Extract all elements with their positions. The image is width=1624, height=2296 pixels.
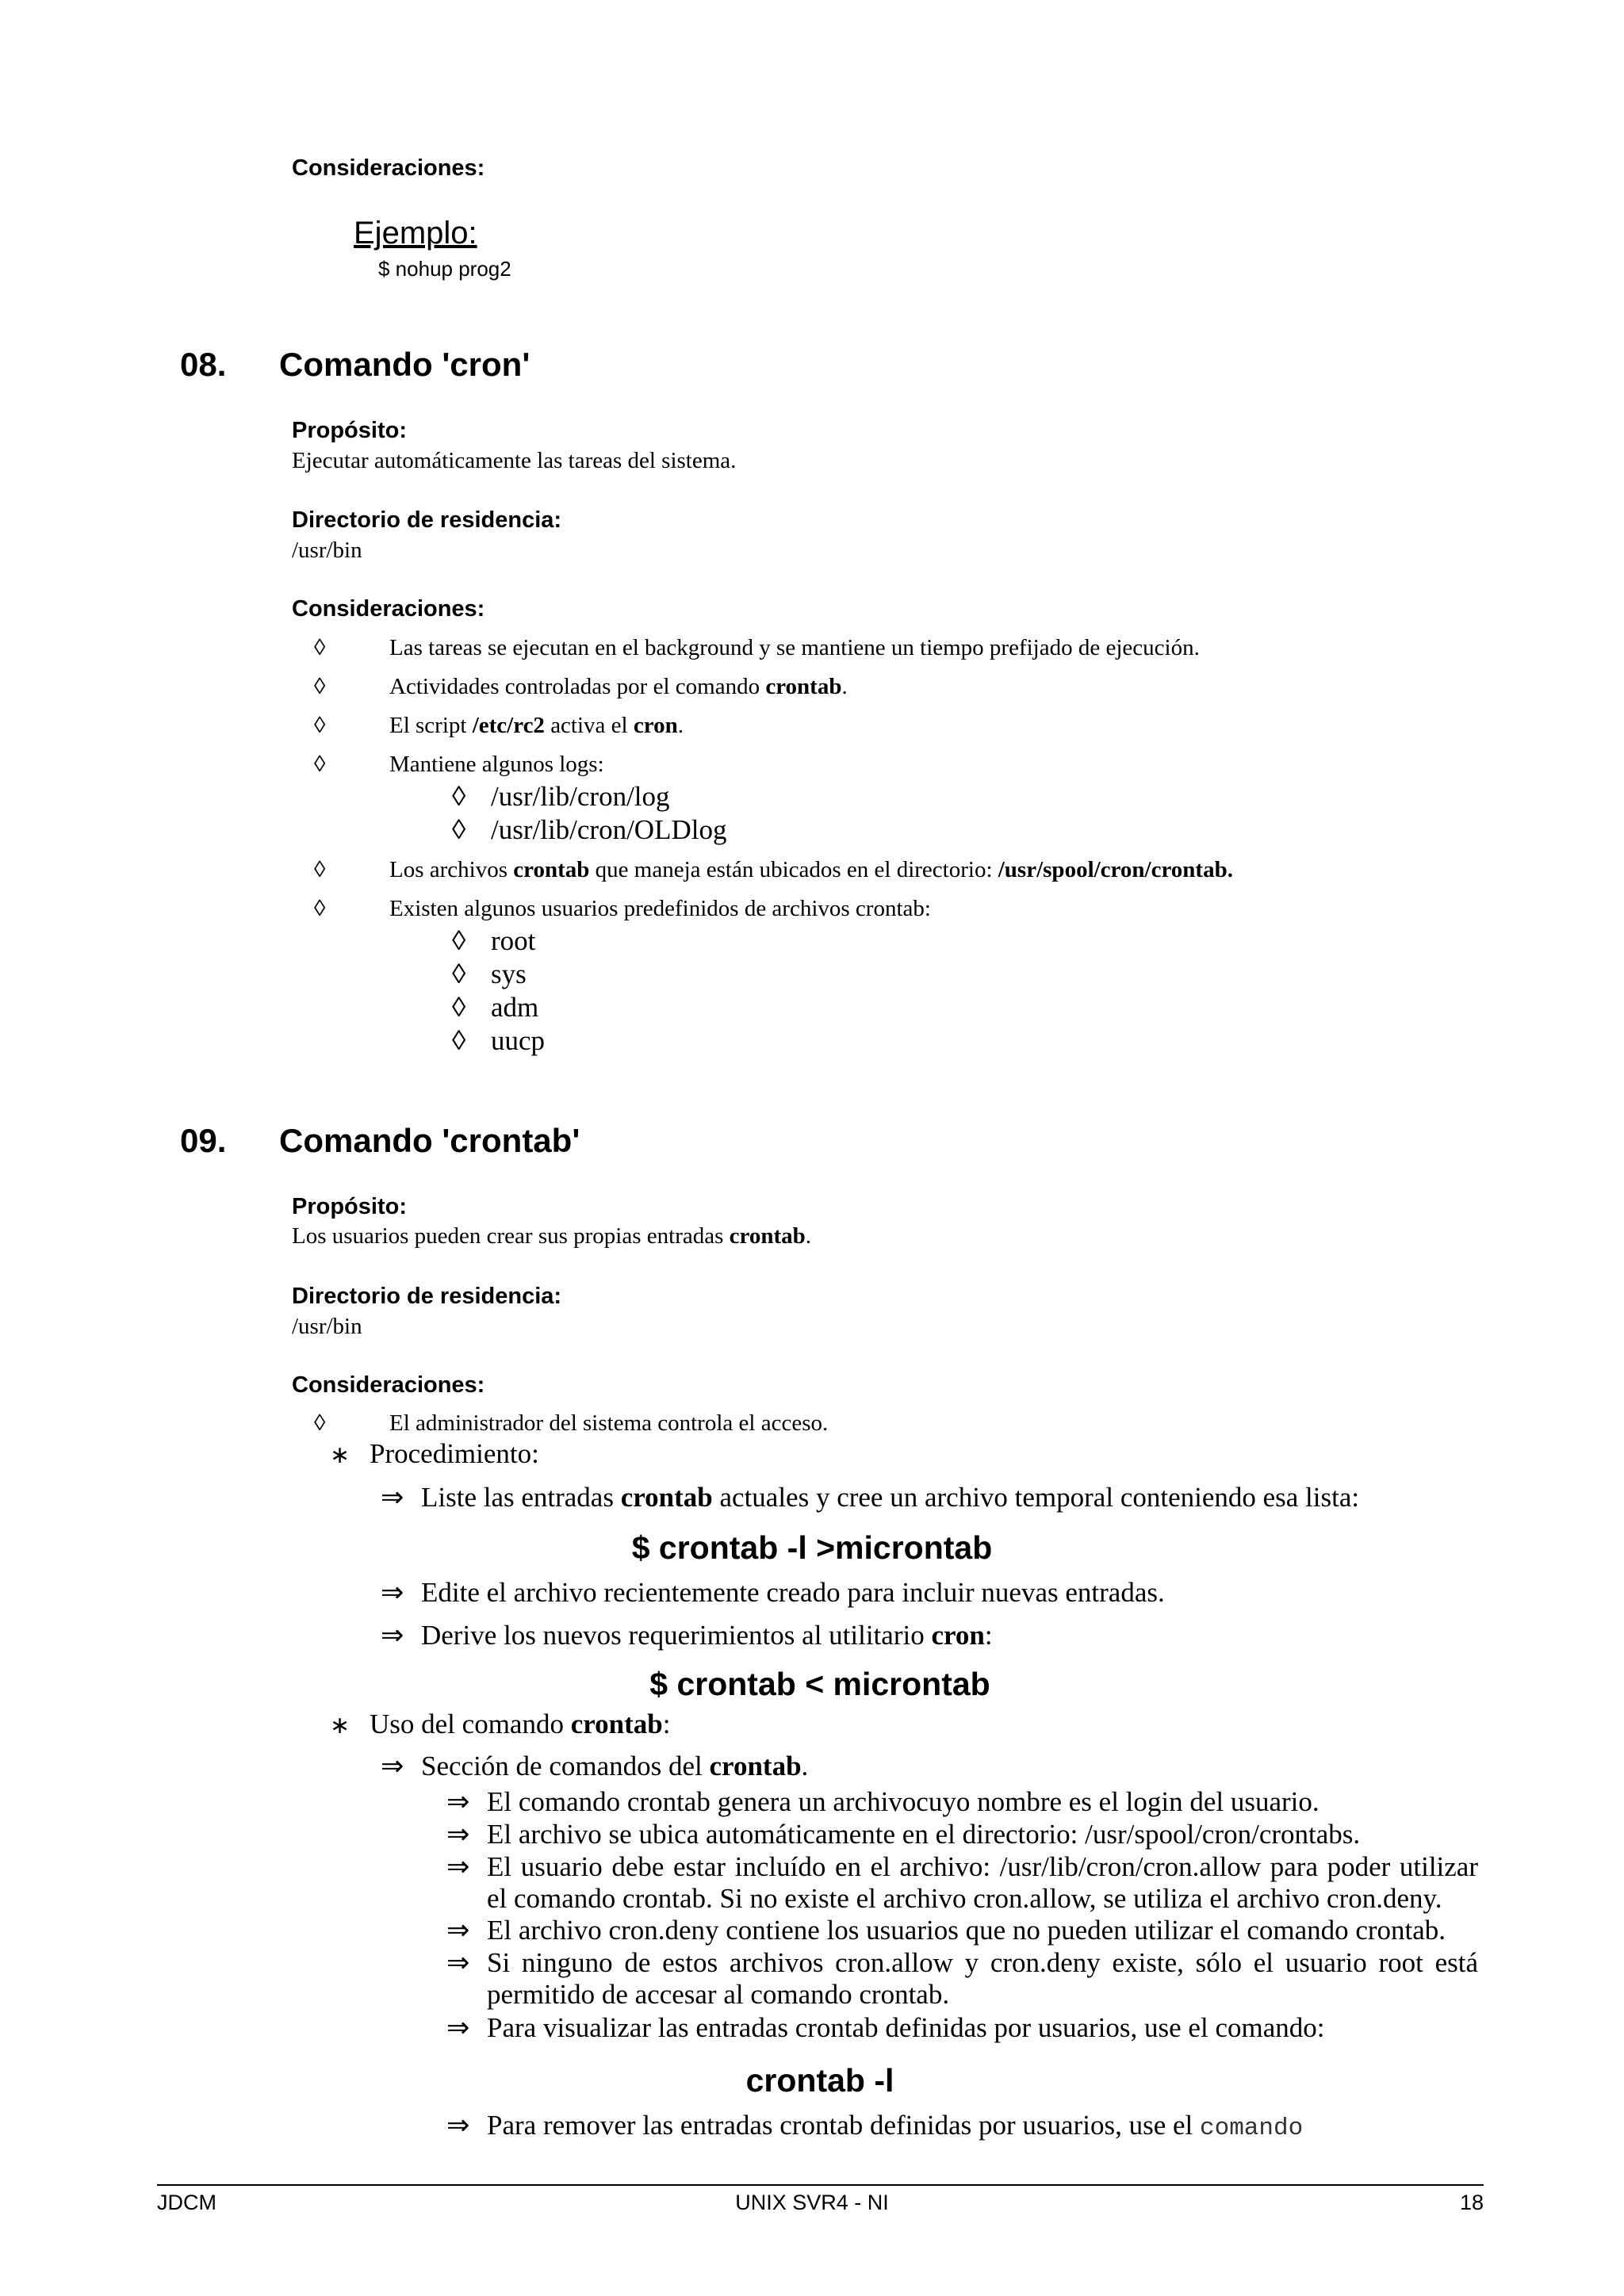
diamond-bullet-icon: ◊ [314, 857, 326, 882]
directorio-label: Directorio de residencia: [292, 507, 562, 533]
ejemplo-label: Ejemplo: [354, 216, 477, 251]
footer-center: UNIX SVR4 - NI [735, 2191, 889, 2214]
diamond-bullet-icon: ◊ [452, 925, 466, 956]
list-item: Para visualizar las entradas crontab definidas por usuarios, use el comando: [487, 2012, 1325, 2043]
ejemplo-command: $ nohup prog2 [378, 257, 511, 281]
list-item: Si ninguno de estos archivos cron.allow y cron.deny existe, sólo el usuario root está permitido de accesar al comando crontab. [487, 1947, 1478, 2010]
list-item: Mantiene algunos logs: [389, 752, 604, 777]
directorio-text: /usr/bin [292, 1314, 362, 1339]
diamond-bullet-icon: ◊ [314, 674, 326, 699]
proposito-text: Los usuarios pueden crear sus propias entradas crontab. [292, 1223, 812, 1249]
list-item: /usr/lib/cron/OLDlog [491, 814, 727, 845]
proposito-label: Propósito: [292, 1194, 407, 1219]
diamond-bullet-icon: ◊ [452, 781, 466, 812]
section-08-number: 08. [180, 346, 227, 383]
asterisk-bullet-icon: ∗ [330, 1442, 350, 1468]
list-item: sys [491, 959, 527, 989]
arrow-bullet-icon: ⇒ [381, 1751, 404, 1781]
diamond-bullet-icon: ◊ [452, 959, 466, 989]
footer-left: JDCM [157, 2191, 216, 2214]
arrow-bullet-icon: ⇒ [446, 2012, 470, 2043]
list-item: Liste las entradas crontab actuales y cree un archivo temporal conteniendo esa lista: [421, 1482, 1360, 1513]
diamond-bullet-icon: ◊ [314, 896, 326, 921]
diamond-bullet-icon: ◊ [314, 752, 326, 777]
consideraciones-label: Consideraciones: [292, 1372, 485, 1398]
diamond-bullet-icon: ◊ [452, 1025, 466, 1056]
arrow-bullet-icon: ⇒ [446, 1786, 470, 1817]
list-item: /usr/lib/cron/log [491, 781, 670, 812]
diamond-bullet-icon: ◊ [452, 992, 466, 1023]
list-item: El script /etc/rc2 activa el cron. [389, 713, 684, 738]
diamond-bullet-icon: ◊ [314, 1410, 326, 1436]
proposito-label: Propósito: [292, 418, 407, 443]
list-item: El usuario debe estar incluído en el archivo: /usr/lib/cron/cron.allow para poder utilizar el comando crontab. Si no existe el archivo cron.allow, se utiliza el archivo cron.deny. [487, 1851, 1478, 1914]
diamond-bullet-icon: ◊ [452, 814, 466, 845]
list-item: adm [491, 992, 539, 1023]
proposito-text: Ejecutar automáticamente las tareas del sistema. [292, 448, 737, 473]
list-item: El archivo se ubica automáticamente en el directorio: /usr/spool/cron/crontabs. [487, 1819, 1361, 1850]
list-item: El comando crontab genera un archivocuyo nombre es el login del usuario. [487, 1786, 1320, 1817]
list-item: Edite el archivo recientemente creado para incluir nuevas entradas. [421, 1577, 1165, 1608]
arrow-bullet-icon: ⇒ [381, 1577, 404, 1608]
footer-rule [157, 2184, 1484, 2186]
arrow-bullet-icon: ⇒ [381, 1482, 404, 1513]
arrow-bullet-icon: ⇒ [446, 1851, 470, 1882]
command-line: $ crontab -l >microntab [631, 1529, 993, 1566]
arrow-bullet-icon: ⇒ [446, 1947, 470, 1978]
section-09-title: Comando 'crontab' [279, 1122, 580, 1159]
arrow-bullet-icon: ⇒ [381, 1620, 404, 1651]
list-item: Para remover las entradas crontab definidas por usuarios, use el comando [487, 2110, 1304, 2142]
list-item: El administrador del sistema controla el acceso. [389, 1410, 829, 1436]
arrow-bullet-icon: ⇒ [446, 1819, 470, 1850]
list-item: Existen algunos usuarios predefinidos de archivos crontab: [389, 896, 931, 921]
list-item: root [491, 925, 536, 956]
arrow-bullet-icon: ⇒ [446, 1915, 470, 1946]
list-item: Actividades controladas por el comando crontab. [389, 674, 848, 699]
list-item: uucp [491, 1025, 546, 1056]
arrow-bullet-icon: ⇒ [446, 2110, 470, 2141]
list-item: Uso del comando crontab: [370, 1709, 671, 1739]
list-item: Las tareas se ejecutan en el background y se mantiene un tiempo prefijado de ejecución. [389, 635, 1200, 660]
command-line: $ crontab < microntab [649, 1666, 990, 1702]
section-09-number: 09. [180, 1122, 227, 1159]
list-item: Los archivos crontab que maneja están ubicados en el directorio: /usr/spool/cron/crontab. [389, 857, 1233, 882]
section-08-title: Comando 'cron' [279, 346, 530, 383]
asterisk-bullet-icon: ∗ [330, 1712, 350, 1739]
command-line: crontab -l [745, 2062, 894, 2099]
list-item: Procedimiento: [370, 1438, 539, 1469]
diamond-bullet-icon: ◊ [314, 713, 326, 738]
page-number: 18 [1459, 2191, 1484, 2214]
consideraciones-label: Consideraciones: [292, 596, 485, 622]
list-item: Derive los nuevos requerimientos al utilitario cron: [421, 1620, 993, 1651]
list-item: El archivo cron.deny contiene los usuarios que no pueden utilizar el comando crontab. [487, 1915, 1446, 1946]
directorio-label: Directorio de residencia: [292, 1284, 562, 1309]
diamond-bullet-icon: ◊ [314, 635, 326, 660]
list-item: Sección de comandos del crontab. [421, 1751, 809, 1781]
directorio-text: /usr/bin [292, 538, 362, 563]
consideraciones-label: Consideraciones: [292, 155, 485, 181]
